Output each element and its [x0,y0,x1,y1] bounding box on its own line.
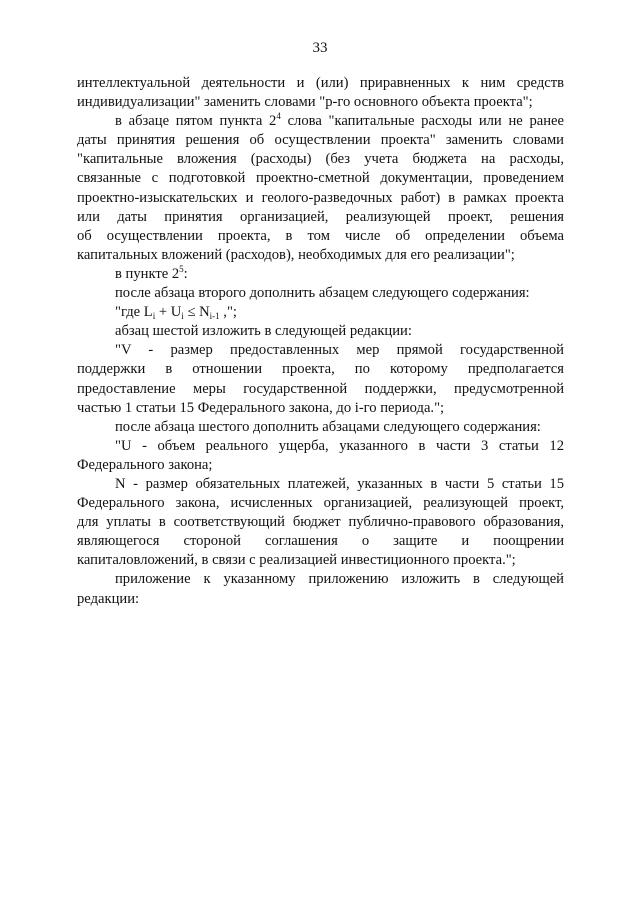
text-line: в абзаце пятом пункта $2^4$ слова "капитальные расходы или не ранее [115,111,564,130]
text-line: капиталовложений, в связи с реализацией инвестиционного проекта."; [77,552,516,569]
text-line: "V - размер предоставленных мер прямой государственной [115,342,564,359]
text-line: индивидуализации" заменить словами "р-го основного объекта проекта"; [77,94,533,111]
text-line: после абзаца шестого дополнить абзацами следующего содержания: [115,418,541,435]
paragraph [77,112,564,265]
paragraph [77,341,564,417]
paragraph [77,322,564,341]
text-line: даты принятия решения об осуществлении проекта" заменить словами [77,132,564,149]
paragraph [77,303,564,322]
document-body [77,74,564,609]
text-line: поддержки в отношении проекта, по которому предполагается [77,361,564,378]
text-line: связанные с подготовкой проектно-сметной документации, проведением [77,170,564,187]
paragraph [77,284,564,303]
text-line: в пункте $2^5$: [115,263,188,282]
paragraph [77,570,564,608]
text-line: абзац шестой изложить в следующей редакции: [115,323,412,340]
text-line: проектно-изыскательских и геолого-разведочных работ) в рамках проекта [77,189,564,206]
text-line: редакции: [77,590,140,607]
text-line: после абзаца второго дополнить абзацем следующего содержания: [115,285,530,302]
text-line: "U - объем реального ущерба, указанного в части 3 статьи 12 [115,437,564,454]
text-line: "капитальные вложения (расходы) (без учета бюджета на расходы, [77,151,564,168]
text-line: для уплаты в соответствующий бюджет публично-правового образования, [77,514,564,531]
text-line: предоставление меры государственной поддержки, предусмотренной [77,380,564,397]
formula-line: "где $L_i + U_i \le N_{i-1}$ ,"; [115,304,237,322]
text-line: об осуществлении проекта, в том числе об определении объема [77,227,564,244]
text-line: интеллектуальной деятельности и (или) приравненных к ним средств [77,75,564,91]
text-line: капитальных вложений (расходов), необходимых для его реализации"; [77,246,515,263]
text-line: являющегося стороной соглашения о защите и поощрении [77,533,564,550]
text-line: Федерального закона, исчисленных организацией, реализующей проект, [77,495,564,512]
paragraph [77,475,564,570]
paragraph [77,437,564,475]
text-line: приложение к указанному приложению изложить в следующей [115,571,564,588]
text-line: N - размер обязательных платежей, указанных в части 5 статьи 15 [115,475,564,492]
paragraph [77,265,564,284]
text-line: частью 1 статьи 15 Федерального закона, до i-го периода."; [77,399,445,416]
paragraph [77,74,564,112]
page-number: 33 [312,40,328,56]
text-line: или даты принятия организацией, реализующей проект, решения [77,208,564,225]
text-line: Федерального закона; [77,456,213,473]
paragraph [77,418,564,437]
